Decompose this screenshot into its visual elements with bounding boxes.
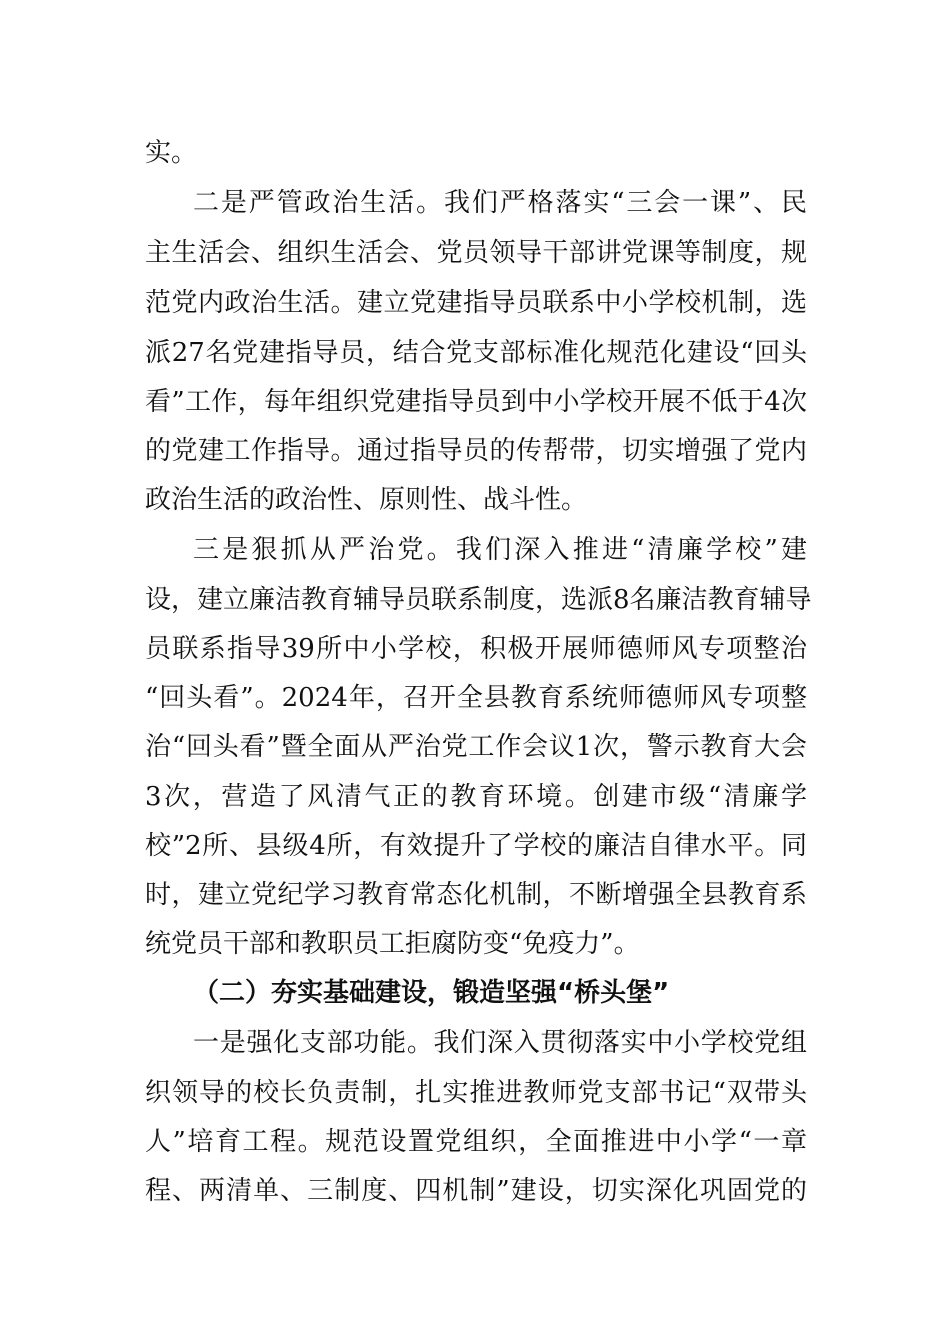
- text-line: 的党建工作指导。通过指导员的传帮带，切实增强了党内: [145, 436, 807, 466]
- text-line: 校”2所、县级4所，有效提升了学校的廉洁自律水平。同: [145, 831, 807, 861]
- paragraph-first-line: 一是强化支部功能。我们深入贯彻落实中小学校党组: [193, 1028, 807, 1058]
- text-line: 政治生活的政治性、原则性、战斗性。: [145, 485, 588, 515]
- text-line: 治“回头看”暨全面从严治党工作会议1次，警示教育大会: [145, 732, 807, 762]
- text-line: “回头看”。2024年，召开全县教育系统师德师风专项整: [145, 683, 807, 713]
- text-line: 主生活会、组织生活会、党员领导干部讲党课等制度，规: [145, 238, 807, 268]
- text-line: 实。: [145, 138, 198, 168]
- text-line: 派27名党建指导员，结合党支部标准化规范化建设“回头: [145, 338, 807, 368]
- text-line: 范党内政治生活。建立党建指导员联系中小学校机制，选: [145, 288, 807, 318]
- text-line: 员联系指导39所中小学校，积极开展师德师风专项整治: [145, 634, 807, 664]
- text-line: 程、两清单、三制度、四机制”建设，切实深化巩固党的: [145, 1176, 807, 1206]
- text-line: 人”培育工程。规范设置党组织，全面推进中小学“一章: [145, 1127, 807, 1157]
- text-line: 织领导的校长负责制，扎实推进教师党支部书记“双带头: [145, 1078, 807, 1108]
- text-line: 3次，营造了风清气正的教育环境。创建市级“清廉学: [145, 782, 807, 812]
- text-line: 看”工作，每年组织党建指导员到中小学校开展不低于4次: [145, 387, 807, 417]
- paragraph-first-line: 二是严管政治生活。我们严格落实“三会一课”、民: [193, 188, 807, 218]
- paragraph-first-line: 三是狠抓从严治党。我们深入推进“清廉学校”建: [193, 535, 807, 565]
- text-line: 统党员干部和教职员工拒腐防变“免疫力”。: [145, 929, 640, 959]
- section-heading: （二）夯实基础建设，锻造坚强“桥头堡”: [193, 978, 670, 1008]
- text-line: 时，建立党纪学习教育常态化机制，不断增强全县教育系: [145, 880, 807, 910]
- text-line: 设，建立廉洁教育辅导员联系制度，选派8名廉洁教育辅导: [145, 585, 812, 615]
